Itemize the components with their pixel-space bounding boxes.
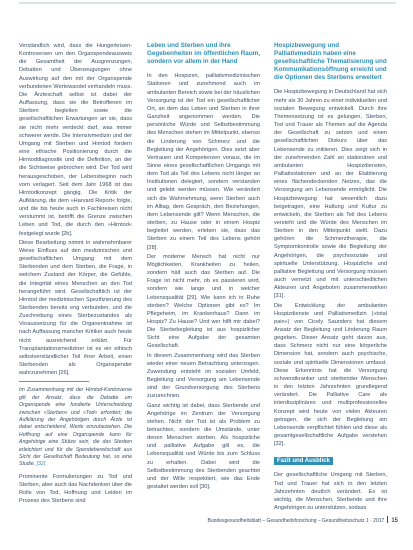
paragraph: Der moderne Mensch hat nicht nur Möglichkeiten, Krankheiten zu heilen, sondern hält auch das Sterben auf. Die Frage ist nicht mehr, ob es passieren wird, sondern wie lange und in welcher Lebensqualität [29]. Wie kann ich in Ruhe sterben? Welche Optionen gibt es? Im Pflegeheim, im Krankenhaus? Dann im Hospiz? Zu Hause? Und wer hilft mir dabei? Die Sterbebegleitung ist aus hospizlicher Sicht eine Aufgabe der gesamten Gesellschaft. [147, 253, 260, 350]
column-middle [147, 42, 260, 492]
section-heading: Hospizbewegung und Palliativmedizin haben eine gesellschaftliche Thematisierung und Kommunikationsöffnung erreicht und die Optionen des Sterbens erweitert [274, 42, 387, 82]
page-number: 15 [391, 518, 398, 524]
column-left [19, 42, 132, 507]
paragraph: In diesem Zusammenhang wird das Sterben wieder einer neuen Betrachtung unterzogen. Zuwendung entsteht im sozialen Umfeld, Begleitung und Versorgung am Lebensende sind der Grundversorgung des Sterbens zuzurechnen. [147, 352, 260, 400]
column-right [274, 42, 387, 513]
paragraph: Prominente Formulierungen zu Tod und Sterben, aber auch das Nachdenken über die Rolle von Tod, Hoffnung und Leiden im Prozess des Sterbens sind [19, 473, 132, 505]
paragraph: Der gesellschaftliche Umgang mit Sterben, Tod und Trauer hat sich in den letzten Jahrzehnten deutlich verändert. Es ist wichtig, die Menschen, Sterbende und ihre Angehörigen zu unterstützen, sodass [274, 472, 387, 511]
paragraph: Verständlich wird, dass die Hungerkrisen-Kontroversen um den Organspendeausweis die Gesamtheit der Ausgrenzungen, Debatten und Überzeugungen ohne Auswirkung auf den mit der Organspende verbundenen Wertewandel verhandeln muss. Die Ärzteschaft selbst ist dabei der Auffassung, dass sie die Betroffenen im Sterben begleiten sowie die gesellschaftlichen Erwartungen an sie, dass sie nicht mehr verdeckt darf, was immer schwerer werde. Die Intensivmedizin und der Umgang mit Sterben und Hirntod fordern eine ethische Positionierung durch die Hirntoddiagnostik und die Definition, an der die Sichtweise gebrochen wird. Der Tod wird herausgeschoben, der Lebensbeginn nach vorn verlagert. Seit dem Jahr 1968 ist das Hirntodkonzept gängig. Die Kritik der Aufklärung, die dem »Harvard Report« folgte, und die bis heute auch in Fachkreisen nicht verstummt ist, betrifft die Grenze zwischen Leben und Tod, die durch den »Hirntod« festgelegt wurde [2b]. [19, 43, 132, 237]
footnote [19, 387, 132, 468]
section-heading: Leben und Sterben und ihre Gegebenheiten im öffentlichen Raum, sondern vor allem in der Hand [147, 42, 261, 66]
paragraph: Ganz wichtig ist dabei, dass Sterbende und Angehörige im Zentrum der Versorgung stehen. Nicht der Tod ist als Problem zu betrachten, sondern die Umstände, unter denen Menschen sterben. Als hospizliche und palliative Aufgabe gilt es, die Lebensqualität und Würde bis zum Schluss zu erhalten. Dabei wird die Selbstbestimmung des Sterbenden geachtet und der Wille respektiert, wie das Ende gestaltet werden soll [30]. [147, 402, 260, 491]
paragraph: Diese Bearbeitung nimmt in wahrnehmbarer Weise Einfluss auf den medizinischen und gesellschaftlichen Umgang mit dem Sterbenden und dem Sterben, die Frage, in welchem Zustand der Körper, die Gefühle, die Integrität eines Menschen an den Tod herangeführt wird. Gesellschaftlich ist der Hirntod der medizinischen Spezifizierung des Sterbenden bereits eng verbunden, und die Zuschreibung eines Sterbezustandes als Voraussetzung für die Organentnahme ist nach Auffassung mancher Kritiker auch heute nicht ausreichend erklärt. Für Transplantationsmediziner ist es ein ethisch selbstverständlicher Teil ihrer Arbeit, einen Sterbenden als Organspender wahrzunehmen [26]. [19, 239, 132, 377]
paragraph: Die Entwicklung der ambulanten Hospizdienste und Palliativmedizin (»total pain«) von Cicely Saunders hat diesem Ansatz der Begleitung und Linderung Raum gegeben. Dieser Ansatz geht davon aus, dass Schmerz nicht nur eine körperliche Dimension hat, sondern auch psychische, soziale und spirituelle Dimensionen umfasst. Diese Erkenntnis hat die Versorgung schwerstkranker und sterbender Menschen in den letzten Jahrzehnten grundlegend verändert. Die Palliative Care als interdisziplinäres und multiprofessionelles Konzept wird heute von vielen Akteuren getragen, die sich der Begleitung am Lebensende verpflichtet fühlen und diese als gesamtgesellschaftliche Aufgabe verstehen [32]. [274, 302, 387, 448]
footer-separator [387, 516, 388, 523]
footnote-text: Im Zusammenhang mit der Hirntod-Kontroverse gilt der Ansatz, dass die Debatte um Organspende eine fundierte Unterscheidung zwischen »Sterben« und »Tod« erfordert; die Aufklärung der Angehörigen durch Ärzte ist dabei entscheidend, Werte einzubeziehen. Die Hoffnung auf eine Organspende kann für Angehörige eine Stütze sein, die das Sterben erleichtert und für die Spendebereitschaft aus Sicht der Gesellschaft Bedeutung hat, so eine Studie. [19, 387, 132, 468]
footnote-citation: [32] [36, 461, 46, 468]
fazit-label: Fazit und Ausblick [274, 457, 333, 465]
journal-source: Bundesgesundheitsblatt – Gesundheitsforschung – Gesundheitsschutz 1 · 2017 [207, 518, 385, 524]
paragraph: Die Hospizbewegung in Deutschland hat sich mehr als 30 Jahren zu einer individuellen und sozialen Bewegung entwickelt. Durch ihre Themensetzung ist es gelungen, Sterben, Tod und Trauer als Themen auf die Agenda der Gesellschaft zu setzen und einen gesellschaftlichen Diskurs über das Lebensende zu initiieren. Dies zeigt sich in der zunehmenden Zahl an stationären und ambulanten Hospizdiensten, Palliativstationen und an der Etablierung eines flächendeckenden Netzes, das die Versorgung am Lebensende ermöglicht. Die Hospizbewegung hat wesentlich dazu beigetragen, eine Haltung und Kultur zu entwickeln, die Sterben als Teil des Lebens versteht und die Würde des Menschen im Sterben in den Mittelpunkt stellt. Dazu gehören die Schmerztherapie, die Symptomkontrolle sowie die Begleitung der Angehörigen, die psychosoziale und spirituelle Unterstützung. Hospizliche und palliative Begleitung und Versorgung müssen auch vernetzt und mit unterschiedlichen Akteuren und Angeboten zusammenwirken [31]. [274, 89, 387, 300]
top-rule [19, 2, 396, 4]
footnote-divider [19, 381, 89, 382]
page-footer [150, 516, 398, 524]
paragraph: In den Hospizen, palliativmedizinischen Stationen und zunehmend auch im ambulanten Bereich sowie bei der häuslichen Versorgung ist der Tod ein gesellschaftlicher Ort, an dem das Leben und Sterben in ihrer Ganzheit angenommen werden. Die persönliche Würde und Selbstbestimmung des Menschen stehen im Mittelpunkt, ebenso die Linderung von Schmerz und die Begleitung der Angehörigen. Dies setzt aber Vertrauen und Kompetenzen voraus, die im Sinne eines gesellschaftlichen Umgangs mit dem Tod als Teil des Lebens nicht länger an Institutionen delegiert, sondern verstanden und gelebt werden müssen. Wie verändert sich die Wahrnehmung, wenn Sterben auch im Alltag, dem Gespräch, den Beziehungen, dem Lebensende gilt? Wenn Menschen, die sterben, zu Hause oder in einem Hospiz begleitet werden, erleben sie, dass das Sterben zu einem Teil des Lebens gehört [28]. [147, 73, 260, 251]
